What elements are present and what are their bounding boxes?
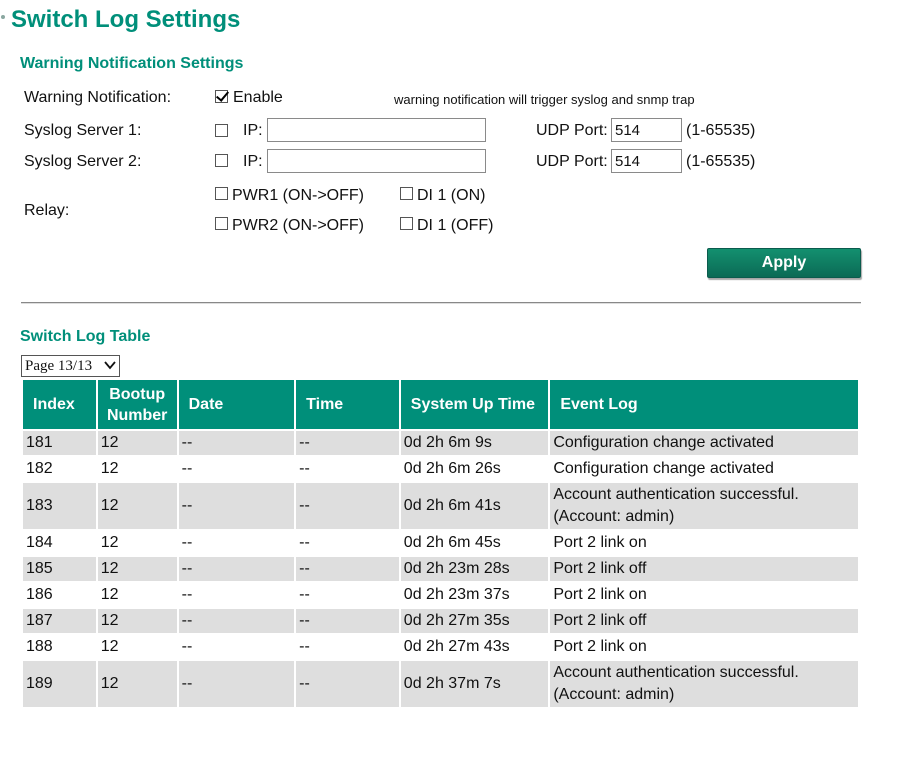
cell-bootup: 12 xyxy=(98,635,177,659)
syslog-server-2-udp-input[interactable] xyxy=(611,149,682,173)
cell-date: -- xyxy=(179,661,295,707)
header-index: Index xyxy=(23,380,96,429)
relay-pwr2-checkbox[interactable] xyxy=(215,217,228,230)
syslog-server-2-checkbox[interactable] xyxy=(215,154,228,167)
relay-di1-on-checkbox[interactable] xyxy=(400,187,413,200)
cell-time: -- xyxy=(296,457,399,481)
cell-bootup: 12 xyxy=(98,483,177,529)
cell-date: -- xyxy=(179,609,295,633)
warning-section-title: Warning Notification Settings xyxy=(20,55,244,72)
cell-bootup: 12 xyxy=(98,609,177,633)
table-row xyxy=(23,635,858,659)
table-row xyxy=(23,457,858,481)
cell-bootup: 12 xyxy=(98,557,177,581)
cell-event: Port 2 link on xyxy=(550,583,858,607)
syslog-server-2-udp-label: UDP Port: xyxy=(536,153,608,170)
cell-date: -- xyxy=(179,557,295,581)
cell-event: Port 2 link off xyxy=(550,557,858,581)
cell-date: -- xyxy=(179,483,295,529)
syslog-server-1-udp-input[interactable] xyxy=(611,118,682,142)
cell-bootup: 12 xyxy=(98,457,177,481)
relay-di1-off-label: DI 1 (OFF) xyxy=(417,217,494,234)
cell-time: -- xyxy=(296,635,399,659)
log-section-title: Switch Log Table xyxy=(20,328,151,345)
cell-index: 189 xyxy=(23,661,96,707)
cell-index: 186 xyxy=(23,583,96,607)
cell-time: -- xyxy=(296,557,399,581)
cell-time: -- xyxy=(296,609,399,633)
cell-index: 183 xyxy=(23,483,96,529)
syslog-server-1-udp-label: UDP Port: xyxy=(536,122,608,139)
syslog-server-2-ip-input[interactable] xyxy=(267,149,486,173)
cell-event: Account authentication successful. (Account: admin) xyxy=(550,661,858,707)
table-row xyxy=(23,661,858,707)
page-title: Switch Log Settings xyxy=(11,6,241,33)
enable-checkbox[interactable] xyxy=(215,90,228,103)
syslog-server-1-ip-label: IP: xyxy=(243,122,263,139)
table-row xyxy=(23,609,858,633)
relay-pwr1-checkbox[interactable] xyxy=(215,187,228,200)
cell-uptime: 0d 2h 23m 28s xyxy=(401,557,549,581)
page-select-value: Page 13/13 xyxy=(25,358,93,374)
cell-bootup: 12 xyxy=(98,583,177,607)
bullet-icon xyxy=(1,15,5,19)
section-divider xyxy=(21,302,861,304)
relay-pwr1-label: PWR1 (ON->OFF) xyxy=(232,187,364,204)
page-select[interactable] xyxy=(21,355,120,377)
cell-uptime: 0d 2h 6m 45s xyxy=(401,531,549,555)
cell-event: Configuration change activated xyxy=(550,457,858,481)
cell-uptime: 0d 2h 6m 26s xyxy=(401,457,549,481)
header-time: Time xyxy=(296,380,399,429)
cell-bootup: 12 xyxy=(98,431,177,455)
syslog-server-1-label: Syslog Server 1: xyxy=(24,122,142,139)
cell-time: -- xyxy=(296,431,399,455)
switch-log-table xyxy=(21,378,860,709)
enable-label: Enable xyxy=(233,89,283,106)
table-row xyxy=(23,531,858,555)
relay-di1-on-label: DI 1 (ON) xyxy=(417,187,486,204)
relay-label: Relay: xyxy=(24,202,70,219)
syslog-server-1-checkbox[interactable] xyxy=(215,124,228,137)
cell-uptime: 0d 2h 6m 41s xyxy=(401,483,549,529)
table-row xyxy=(23,557,858,581)
cell-uptime: 0d 2h 27m 43s xyxy=(401,635,549,659)
relay-pwr2-label: PWR2 (ON->OFF) xyxy=(232,217,364,234)
cell-bootup: 12 xyxy=(98,661,177,707)
syslog-server-2-ip-label: IP: xyxy=(243,153,263,170)
cell-index: 185 xyxy=(23,557,96,581)
table-row xyxy=(23,431,858,455)
cell-index: 181 xyxy=(23,431,96,455)
cell-time: -- xyxy=(296,483,399,529)
cell-uptime: 0d 2h 23m 37s xyxy=(401,583,549,607)
syslog-server-2-range: (1-65535) xyxy=(686,153,756,170)
relay-di1-off-checkbox[interactable] xyxy=(400,217,413,230)
chevron-down-icon xyxy=(104,359,116,371)
syslog-server-1-range: (1-65535) xyxy=(686,122,756,139)
header-bootup-line1: Bootup xyxy=(109,385,166,403)
header-bootup-number xyxy=(98,380,177,429)
cell-index: 187 xyxy=(23,609,96,633)
cell-uptime: 0d 2h 6m 9s xyxy=(401,431,549,455)
cell-event: Port 2 link off xyxy=(550,609,858,633)
table-row xyxy=(23,483,858,529)
warning-notification-label: Warning Notification: xyxy=(24,89,172,106)
cell-index: 188 xyxy=(23,635,96,659)
header-bootup-line2: Number xyxy=(106,406,168,424)
table-row xyxy=(23,583,858,607)
cell-event: Port 2 link on xyxy=(550,531,858,555)
cell-uptime: 0d 2h 27m 35s xyxy=(401,609,549,633)
apply-button[interactable]: Apply xyxy=(707,248,861,278)
cell-date: -- xyxy=(179,431,295,455)
cell-date: -- xyxy=(179,635,295,659)
header-system-up-time: System Up Time xyxy=(401,380,549,429)
syslog-server-2-label: Syslog Server 2: xyxy=(24,153,142,170)
cell-date: -- xyxy=(179,531,295,555)
cell-date: -- xyxy=(179,583,295,607)
cell-event: Port 2 link on xyxy=(550,635,858,659)
cell-time: -- xyxy=(296,661,399,707)
cell-event: Configuration change activated xyxy=(550,431,858,455)
cell-uptime: 0d 2h 37m 7s xyxy=(401,661,549,707)
cell-index: 184 xyxy=(23,531,96,555)
cell-event: Account authentication successful. (Account: admin) xyxy=(550,483,858,529)
cell-time: -- xyxy=(296,583,399,607)
warning-note: warning notification will trigger syslog and snmp trap xyxy=(394,92,695,107)
header-event-log: Event Log xyxy=(550,380,858,429)
cell-date: -- xyxy=(179,457,295,481)
cell-bootup: 12 xyxy=(98,531,177,555)
table-header-row xyxy=(23,380,858,429)
cell-time: -- xyxy=(296,531,399,555)
syslog-server-1-ip-input[interactable] xyxy=(267,118,486,142)
cell-index: 182 xyxy=(23,457,96,481)
header-date: Date xyxy=(179,380,295,429)
